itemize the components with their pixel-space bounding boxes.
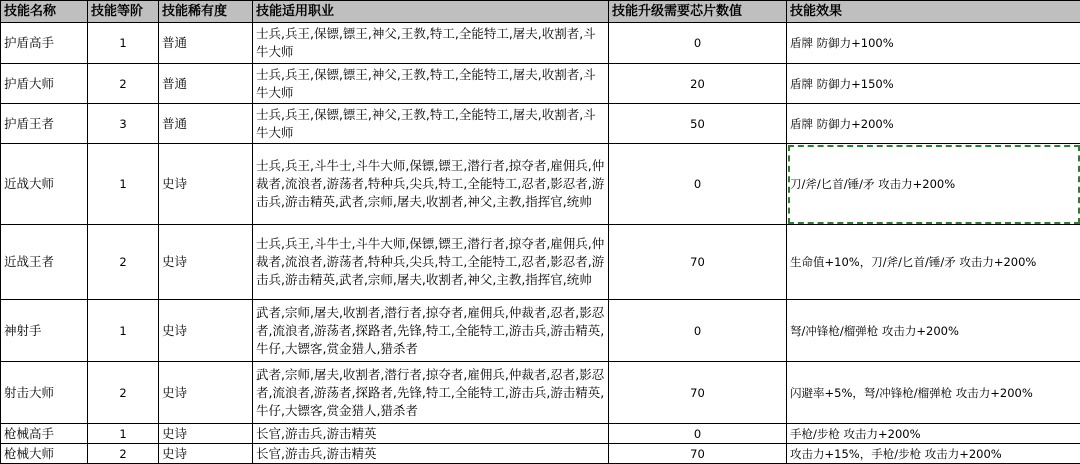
header-row xyxy=(1,1,1080,23)
skill-tier-cell[interactable]: 2 xyxy=(88,225,159,300)
skill-tier-cell[interactable]: 1 xyxy=(88,424,159,444)
skill-name-cell[interactable]: 护盾大师 xyxy=(1,64,88,104)
skill-name-cell[interactable]: 射击大师 xyxy=(1,362,88,424)
table-row xyxy=(1,64,1080,104)
skill-rarity-cell[interactable]: 史诗 xyxy=(159,225,253,300)
applicable-jobs-cell[interactable]: 士兵,兵王,保镖,镖王,神父,王教,特工,全能特工,屠夫,收割者,斗牛大师 xyxy=(253,23,609,64)
applicable-jobs-cell[interactable]: 长官,游击兵,游击精英 xyxy=(253,424,609,444)
applicable-jobs-cell[interactable]: 士兵,兵王,斗牛士,斗牛大师,保镖,镖王,潜行者,掠夺者,雇佣兵,仲裁者,流浪者,游荡者,特种兵,尖兵,特工,全能特工,忍者,影忍者,游击兵,游击精英,武者,宗师,屠夫,收割者,神父,主教,指挥官,统帅 xyxy=(253,144,609,225)
table-row xyxy=(1,104,1080,144)
table-row xyxy=(1,23,1080,64)
skill-name-cell[interactable]: 枪械大师 xyxy=(1,444,88,464)
skill-effect-cell[interactable]: 盾牌 防御力+200% xyxy=(787,104,1080,144)
skill-effect-cell[interactable]: 闪避率+5%，弩/冲锋枪/榴弹枪 攻击力+200% xyxy=(787,362,1080,424)
upgrade-chips-cell[interactable]: 20 xyxy=(609,64,787,104)
applicable-jobs-cell[interactable]: 武者,宗师,屠夫,收割者,潜行者,掠夺者,雇佣兵,仲裁者,忍者,影忍者,流浪者,游荡者,探路者,先锋,特工,全能特工,游击兵,游击精英,牛仔,大镖客,赏金猎人,猎杀者 xyxy=(253,300,609,362)
skill-name-cell[interactable]: 枪械高手 xyxy=(1,424,88,444)
skill-rarity-cell[interactable]: 史诗 xyxy=(159,144,253,225)
upgrade-chips-cell[interactable]: 50 xyxy=(609,104,787,144)
skill-rarity-cell[interactable]: 普通 xyxy=(159,64,253,104)
table-row xyxy=(1,225,1080,300)
applicable-jobs-cell[interactable]: 士兵,兵王,斗牛士,斗牛大师,保镖,镖王,潜行者,掠夺者,雇佣兵,仲裁者,流浪者,游荡者,特种兵,尖兵,特工,全能特工,忍者,影忍者,游击兵,游击精英,武者,宗师,屠夫,收割者,神父,主教,指挥官,统帅 xyxy=(253,225,609,300)
skill-tier-cell[interactable]: 1 xyxy=(88,144,159,225)
table-row xyxy=(1,424,1080,444)
upgrade-chips-cell[interactable]: 70 xyxy=(609,362,787,424)
skill-name-cell[interactable]: 护盾高手 xyxy=(1,23,88,64)
applicable-jobs-cell[interactable]: 武者,宗师,屠夫,收割者,潜行者,掠夺者,雇佣兵,仲裁者,忍者,影忍者,流浪者,游荡者,探路者,先锋,特工,全能特工,游击兵,游击精英,牛仔,大镖客,赏金猎人,猎杀者 xyxy=(253,362,609,424)
skill-effect-cell[interactable]: 弩/冲锋枪/榴弹枪 攻击力+200% xyxy=(787,300,1080,362)
header-skill-effect[interactable]: 技能效果 xyxy=(787,1,1080,23)
header-applicable-jobs[interactable]: 技能适用职业 xyxy=(253,1,609,23)
skill-tier-cell[interactable]: 2 xyxy=(88,64,159,104)
upgrade-chips-cell[interactable]: 0 xyxy=(609,424,787,444)
skill-rarity-cell[interactable]: 史诗 xyxy=(159,424,253,444)
skill-tier-cell[interactable]: 2 xyxy=(88,444,159,464)
skill-name-cell[interactable]: 近战王者 xyxy=(1,225,88,300)
table-row xyxy=(1,444,1080,464)
table-row xyxy=(1,362,1080,424)
skill-rarity-cell[interactable]: 普通 xyxy=(159,23,253,64)
upgrade-chips-cell[interactable]: 70 xyxy=(609,444,787,464)
skill-name-cell[interactable]: 护盾王者 xyxy=(1,104,88,144)
table-row xyxy=(1,300,1080,362)
skill-effect-cell[interactable]: 盾牌 防御力+100% xyxy=(787,23,1080,64)
skill-effect-cell[interactable]: 盾牌 防御力+150% xyxy=(787,64,1080,104)
upgrade-chips-cell[interactable]: 0 xyxy=(609,144,787,225)
skill-effect-cell-selected[interactable]: 刀/斧/匕首/锤/矛 攻击力+200% xyxy=(787,144,1080,225)
skill-effect-cell[interactable]: 攻击力+15%，手枪/步枪 攻击力+200% xyxy=(787,444,1080,464)
skill-effect-cell[interactable]: 生命值+10%，刀/斧/匕首/锤/矛 攻击力+200% xyxy=(787,225,1080,300)
header-skill-rarity[interactable]: 技能稀有度 xyxy=(159,1,253,23)
skill-name-cell[interactable]: 近战大师 xyxy=(1,144,88,225)
skill-rarity-cell[interactable]: 普通 xyxy=(159,104,253,144)
skill-rarity-cell[interactable]: 史诗 xyxy=(159,444,253,464)
skill-rarity-cell[interactable]: 史诗 xyxy=(159,300,253,362)
upgrade-chips-cell[interactable]: 0 xyxy=(609,23,787,64)
skill-rarity-cell[interactable]: 史诗 xyxy=(159,362,253,424)
skill-tier-cell[interactable]: 3 xyxy=(88,104,159,144)
applicable-jobs-cell[interactable]: 士兵,兵王,保镖,镖王,神父,王教,特工,全能特工,屠夫,收割者,斗牛大师 xyxy=(253,64,609,104)
upgrade-chips-cell[interactable]: 70 xyxy=(609,225,787,300)
header-skill-name[interactable]: 技能名称 xyxy=(1,1,88,23)
skill-tier-cell[interactable]: 1 xyxy=(88,300,159,362)
applicable-jobs-cell[interactable]: 长官,游击兵,游击精英 xyxy=(253,444,609,464)
skill-name-cell[interactable]: 神射手 xyxy=(1,300,88,362)
skill-tier-cell[interactable]: 2 xyxy=(88,362,159,424)
applicable-jobs-cell[interactable]: 士兵,兵王,保镖,镖王,神父,王教,特工,全能特工,屠夫,收割者,斗牛大师 xyxy=(253,104,609,144)
table-row xyxy=(1,144,1080,225)
skill-effect-cell[interactable]: 手枪/步枪 攻击力+200% xyxy=(787,424,1080,444)
skill-tier-cell[interactable]: 1 xyxy=(88,23,159,64)
header-upgrade-chips[interactable]: 技能升级需要芯片数值 xyxy=(609,1,787,23)
header-skill-tier[interactable]: 技能等阶 xyxy=(88,1,159,23)
upgrade-chips-cell[interactable]: 0 xyxy=(609,300,787,362)
